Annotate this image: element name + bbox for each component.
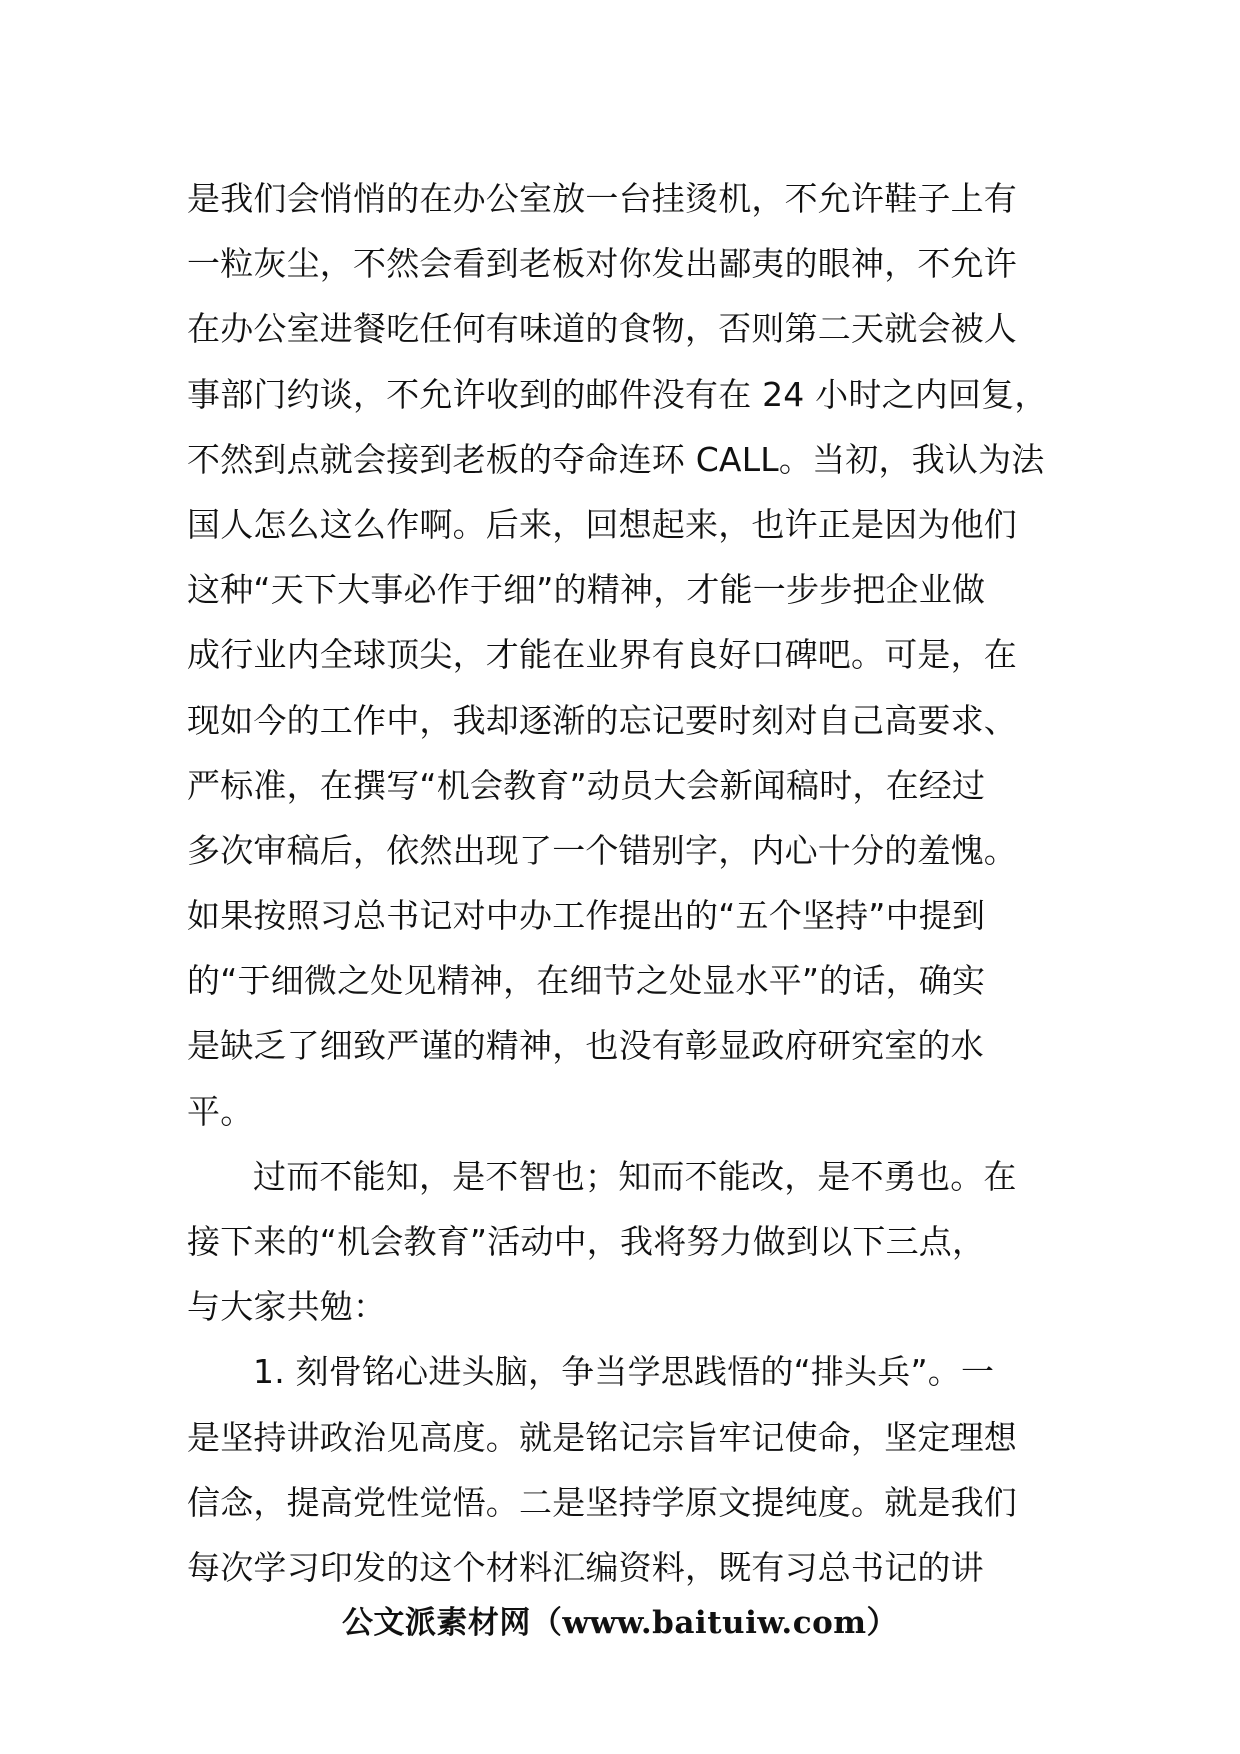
text-line: 是我们会悄悄的在办公室放一台挂烫机，不允许鞋子上有 [187, 179, 1017, 218]
text-line: 多次审稿后，依然出现了一个错别字，内心十分的羞愧。 [187, 830, 1017, 870]
text-line: 这种“天下大事必作于细”的精神，才能一步步把企业做 [187, 570, 986, 610]
text-line: 是缺乏了细致严谨的精神，也没有彰显政府研究室的水 [187, 1026, 984, 1066]
text-line: 一粒灰尘，不然会看到老板对你发出鄙夷的眼神，不允许 [187, 244, 1017, 284]
text-line: 每次学习印发的这个材料汇编资料，既有习总书记的讲 [187, 1547, 984, 1587]
document-body [187, 166, 1047, 1600]
text-line: 成行业内全球顶尖，才能在业界有良好口碑吧。可是，在 [187, 635, 1017, 675]
text-line: 是坚持讲政治见高度。就是铭记宗旨牢记使命，坚定理想 [187, 1417, 1017, 1457]
text-line: 如果按照习总书记对中办工作提出的“五个坚持”中提到 [187, 896, 986, 936]
text-line: 严标准，在撰写“机会教育”动员大会新闻稿时，在经过 [187, 765, 986, 805]
footer-watermark: 公文派素材网（www.baituiw.com） [341, 1605, 899, 1641]
text-line: 现如今的工作中，我却逐渐的忘记要时刻对自己高要求、 [187, 700, 1017, 740]
text-line: 信念，提高党性觉悟。二是坚持学原文提纯度。就是我们 [187, 1482, 1017, 1522]
text-line: 国人怎么这么作啊。后来，回想起来，也许正是因为他们 [187, 504, 1017, 544]
text-line: 事部门约谈，不允许收到的邮件没有在 24 小时之内回复， [187, 374, 1048, 414]
text-line: 不然到点就会接到老板的夺命连环 CALL。当初，我认为法 [187, 439, 1045, 479]
text-line: 的“于细微之处见精神，在细节之处显水平”的话，确实 [187, 961, 986, 1001]
text-line: 接下来的“机会教育”活动中，我将努力做到以下三点， [187, 1222, 986, 1261]
text-line: 与大家共勉： [187, 1287, 387, 1327]
text-line: 平。 [187, 1091, 254, 1131]
text-line: 在办公室进餐吃任何有味道的食物，否则第二天就会被人 [187, 309, 1017, 349]
text-line: 1. 刻骨铭心进头脑，争当学思践悟的“排头兵”。一 [253, 1352, 995, 1392]
text-line: 过而不能知，是不智也；知而不能改，是不勇也。在 [253, 1156, 1017, 1196]
